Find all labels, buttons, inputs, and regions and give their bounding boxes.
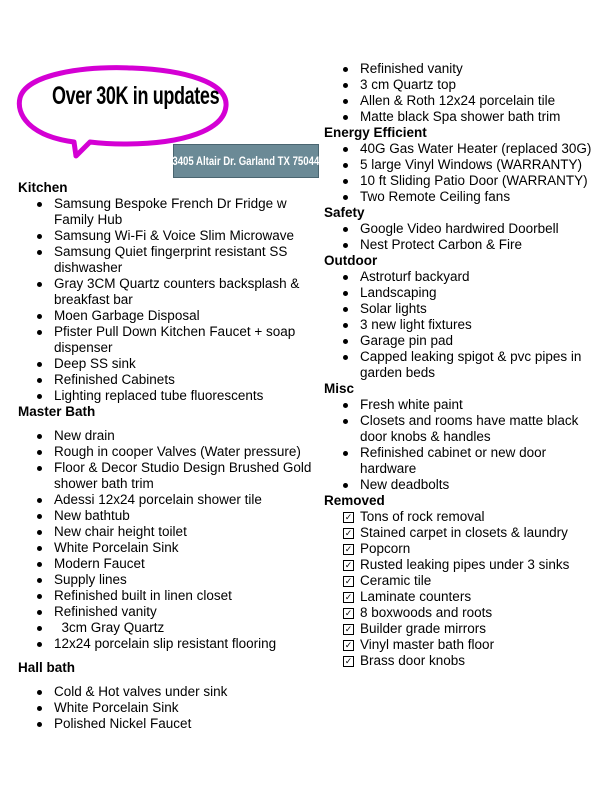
item-text: White Porcelain Sink <box>54 700 179 715</box>
list-item <box>324 301 604 317</box>
item-text: Capped leaking spigot & pvc pipes in garden beds <box>360 349 582 380</box>
list-item <box>18 324 318 356</box>
left-column <box>18 180 318 732</box>
list-item <box>324 109 604 125</box>
item-text: White Porcelain Sink <box>54 540 179 555</box>
checklist-item <box>324 525 604 541</box>
item-text: Brass door knobs <box>360 653 466 668</box>
item-text: Rough in cooper Valves (Water pressure) <box>54 444 301 459</box>
list-item <box>18 428 318 444</box>
section-title: Misc <box>324 381 355 396</box>
section-misc <box>324 381 604 493</box>
section-title: Master Bath <box>18 404 96 419</box>
item-text: Ceramic tile <box>360 573 432 588</box>
checkbox-icon: ✓ <box>344 624 353 634</box>
item-text: Tons of rock removal <box>360 509 485 524</box>
item-text: 5 large Vinyl Windows (WARRANTY) <box>360 157 583 172</box>
checklist-item <box>324 541 604 557</box>
list-item <box>324 445 604 477</box>
list-item <box>18 636 318 652</box>
checklist-item <box>324 573 604 589</box>
list-item <box>18 196 318 228</box>
item-text: 3 new light fixtures <box>360 317 472 332</box>
item-list <box>324 61 604 125</box>
item-list <box>18 196 318 404</box>
list-item <box>18 244 318 276</box>
checklist-item <box>324 589 604 605</box>
item-list <box>324 397 604 493</box>
item-text: Solar lights <box>360 301 427 316</box>
list-item <box>18 508 318 524</box>
list-item <box>18 604 318 620</box>
item-list <box>324 269 604 381</box>
section-energy-efficient <box>324 125 604 205</box>
item-text: Lighting replaced tube fluorescents <box>54 388 264 403</box>
item-text: Refinished Cabinets <box>54 372 175 387</box>
item-text: 3 cm Quartz top <box>360 77 457 92</box>
item-text: Stained carpet in closets & laundry <box>360 525 568 540</box>
item-text: Landscaping <box>360 285 437 300</box>
item-text: Builder grade mirrors <box>360 621 487 636</box>
checklist-item <box>324 605 604 621</box>
checklist-item <box>324 509 604 525</box>
item-text: Popcorn <box>360 541 411 556</box>
list-item <box>18 588 318 604</box>
section-kitchen <box>18 180 318 404</box>
item-text: 8 boxwoods and roots <box>360 605 493 620</box>
checkbox-icon: ✓ <box>344 544 353 554</box>
list-item <box>18 556 318 572</box>
item-text: Floor & Decor Studio Design Brushed Gold shower bath trim <box>54 460 312 491</box>
section-title: Removed <box>324 493 385 508</box>
list-item <box>324 141 604 157</box>
item-text: Samsung Bespoke French Dr Fridge w Family Hub <box>54 196 287 227</box>
list-item <box>18 444 318 460</box>
right-column <box>324 61 604 669</box>
list-item <box>18 356 318 372</box>
item-text: Supply lines <box>54 572 127 587</box>
item-text: Two Remote Ceiling fans <box>360 189 511 204</box>
item-text: New deadbolts <box>360 477 450 492</box>
list-item <box>324 173 604 189</box>
address-label <box>173 144 319 178</box>
checkbox-icon: ✓ <box>344 592 353 602</box>
checkbox-icon: ✓ <box>344 560 353 570</box>
checkbox-icon: ✓ <box>344 528 353 538</box>
item-text: Allen & Roth 12x24 porcelain tile <box>360 93 556 108</box>
item-list <box>18 428 318 652</box>
item-text: 3cm Gray Quartz <box>54 620 165 635</box>
list-item <box>324 333 604 349</box>
item-text: Cold & Hot valves under sink <box>54 684 228 699</box>
item-text: Polished Nickel Faucet <box>54 716 192 731</box>
item-list <box>18 684 318 732</box>
list-item <box>18 308 318 324</box>
item-text: Matte black Spa shower bath trim <box>360 109 561 124</box>
badge-text: Over 30K in updates <box>52 82 220 110</box>
item-text: Samsung Wi-Fi & Voice Slim Microwave <box>54 228 295 243</box>
list-item <box>18 620 318 636</box>
section-safety <box>324 205 604 253</box>
list-item <box>324 285 604 301</box>
checklist-item <box>324 621 604 637</box>
item-text: Google Video hardwired Doorbell <box>360 221 559 236</box>
list-item <box>18 524 318 540</box>
item-text: New chair height toilet <box>54 524 187 539</box>
item-text: Astroturf backyard <box>360 269 470 284</box>
list-item <box>324 93 604 109</box>
list-item <box>324 189 604 205</box>
item-text: Adessi 12x24 porcelain shower tile <box>54 492 262 507</box>
section-title: Energy Efficient <box>324 125 427 140</box>
section-title: Safety <box>324 205 365 220</box>
list-item <box>18 228 318 244</box>
checklist-item <box>324 637 604 653</box>
item-text: 10 ft Sliding Patio Door (WARRANTY) <box>360 173 588 188</box>
list-item <box>18 700 318 716</box>
item-text: 40G Gas Water Heater (replaced 30G) <box>360 141 592 156</box>
list-item <box>18 716 318 732</box>
checkbox-icon: ✓ <box>344 512 353 522</box>
list-item <box>18 492 318 508</box>
section-title: Kitchen <box>18 180 68 195</box>
list-item <box>324 77 604 93</box>
checkbox-icon: ✓ <box>344 656 353 666</box>
section-removed <box>324 493 604 669</box>
item-text: Deep SS sink <box>54 356 136 371</box>
list-item <box>18 460 318 492</box>
list-item <box>18 540 318 556</box>
address-text: 3405 Altair Dr. Garland TX 75044 <box>172 154 320 168</box>
item-text: Vinyl master bath floor <box>360 637 495 652</box>
section-title: Hall bath <box>18 660 76 675</box>
checkbox-icon: ✓ <box>344 576 353 586</box>
checkbox-icon: ✓ <box>344 608 353 618</box>
item-text: 12x24 porcelain slip resistant flooring <box>54 636 277 651</box>
item-text: Closets and rooms have matte black door knobs & handles <box>360 413 579 444</box>
item-text: Refinished built in linen closet <box>54 588 232 603</box>
list-item <box>18 372 318 388</box>
list-item <box>324 61 604 77</box>
list-item <box>324 269 604 285</box>
item-text: New drain <box>54 428 115 443</box>
item-list <box>324 509 604 669</box>
list-item <box>18 572 318 588</box>
item-text: Rusted leaking pipes under 3 sinks <box>360 557 570 572</box>
item-text: Nest Protect Carbon & Fire <box>360 237 523 252</box>
item-text: Gray 3CM Quartz counters backsplash & breakfast bar <box>54 276 300 307</box>
list-item <box>18 388 318 404</box>
list-item <box>324 221 604 237</box>
item-text: Samsung Quiet fingerprint resistant SS dishwasher <box>54 244 288 275</box>
item-list <box>324 221 604 253</box>
list-item <box>18 684 318 700</box>
checklist-item <box>324 557 604 573</box>
checklist-item <box>324 653 604 669</box>
item-text: Garage pin pad <box>360 333 454 348</box>
item-text: Pfister Pull Down Kitchen Faucet + soap dispenser <box>54 324 296 355</box>
list-item <box>18 276 318 308</box>
section-title: Outdoor <box>324 253 378 268</box>
item-text: Refinished vanity <box>54 604 157 619</box>
list-item <box>324 477 604 493</box>
list-item <box>324 349 604 381</box>
item-text: Laminate counters <box>360 589 472 604</box>
item-text: Refinished vanity <box>360 61 463 76</box>
item-text: Fresh white paint <box>360 397 463 412</box>
item-text: Moen Garbage Disposal <box>54 308 200 323</box>
item-text: New bathtub <box>54 508 130 523</box>
section-outdoor <box>324 253 604 381</box>
item-text: Refinished cabinet or new door hardware <box>360 445 547 476</box>
section-continued <box>324 61 604 125</box>
list-item <box>324 157 604 173</box>
list-item <box>324 397 604 413</box>
item-text: Modern Faucet <box>54 556 145 571</box>
section-master-bath <box>18 404 318 660</box>
item-list <box>324 141 604 205</box>
section-hall-bath <box>18 660 318 732</box>
list-item <box>324 237 604 253</box>
list-item <box>324 317 604 333</box>
list-item <box>324 413 604 445</box>
checkbox-icon: ✓ <box>344 640 353 650</box>
